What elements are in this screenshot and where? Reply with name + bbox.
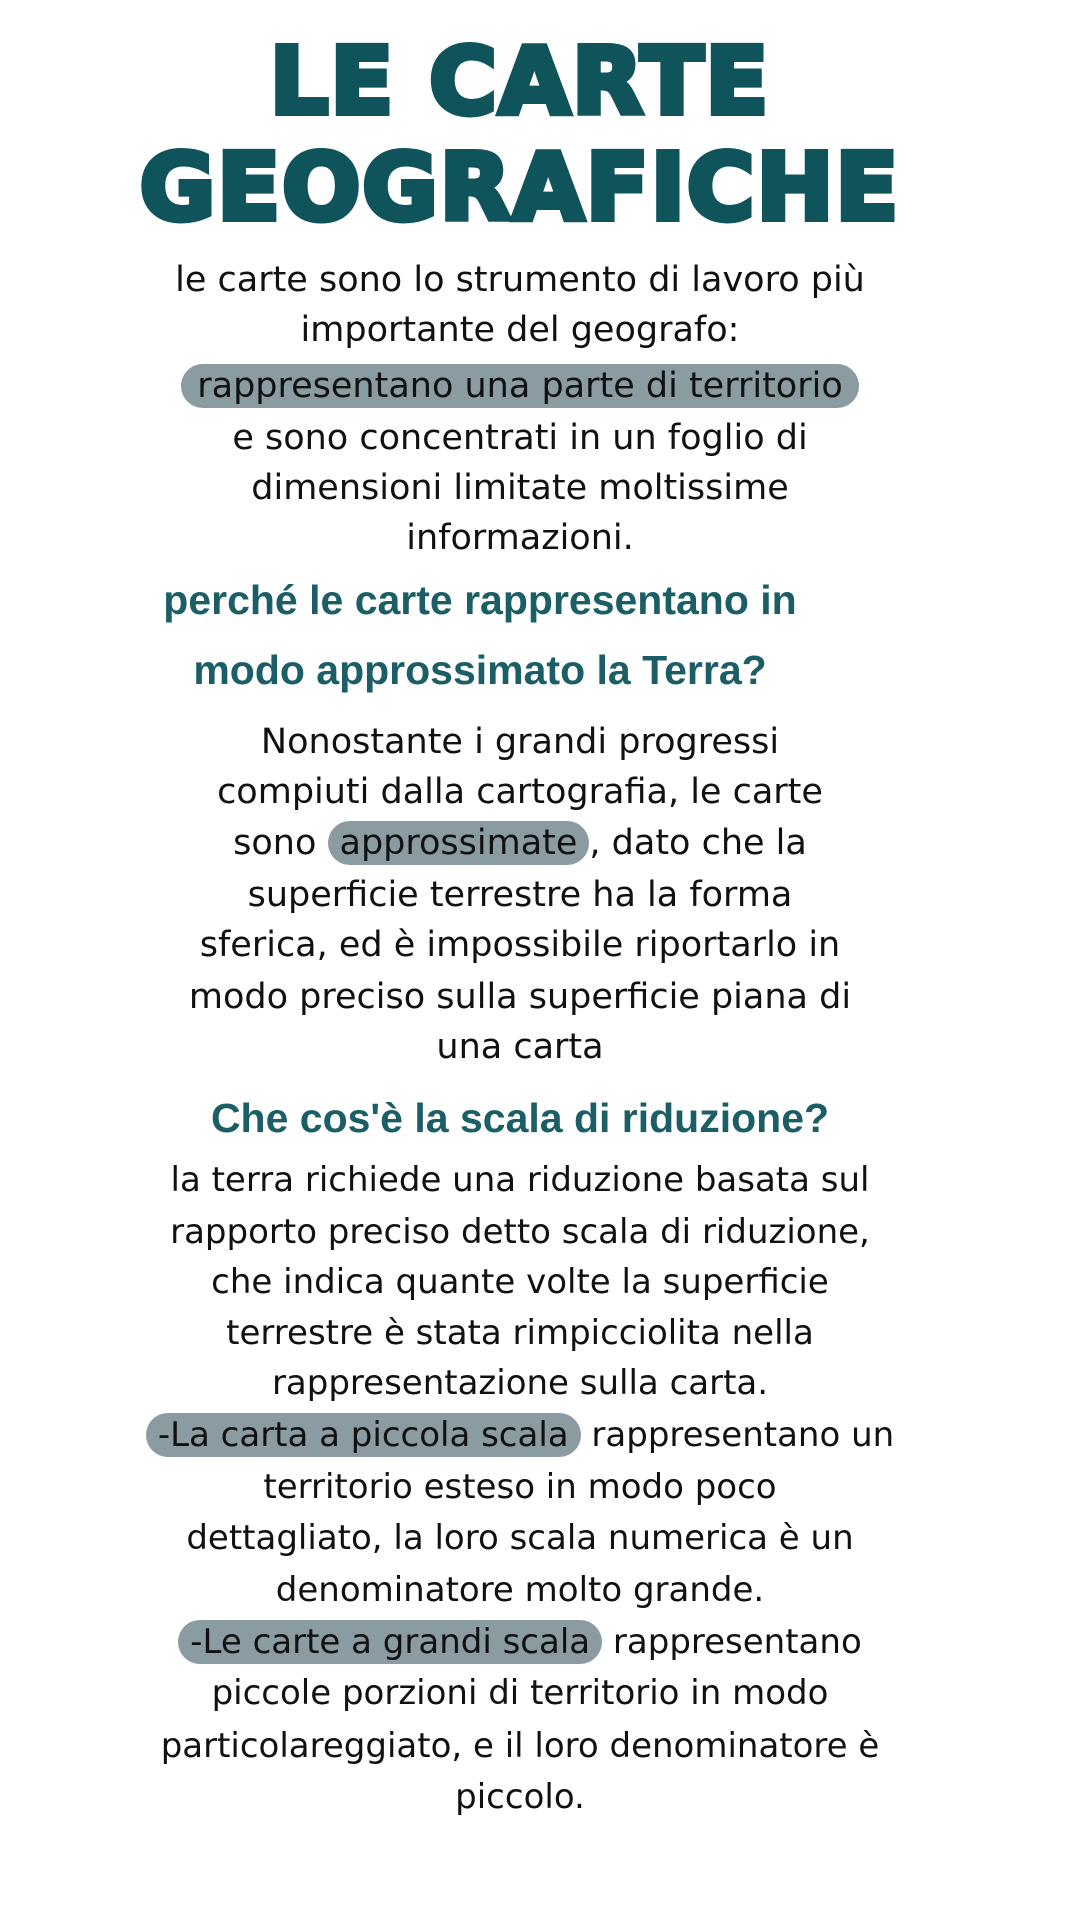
body-line: una carta (436, 1027, 604, 1067)
text: rappresentano (602, 1622, 862, 1662)
body-line: denominatore molto grande. (275, 1570, 765, 1610)
title-line-2: GEOGRAFICHE (139, 134, 901, 241)
body-line: piccole porzioni di territorio in modo (211, 1673, 829, 1713)
body-line: superficie terrestre ha la forma (247, 875, 793, 915)
text: sono (233, 823, 328, 863)
body-line: Nonostante i grandi progressi (260, 722, 780, 762)
body-line: compiuti dalla cartografia, le carte (217, 772, 823, 812)
body-line: rapporto preciso detto scala di riduzione, (170, 1212, 870, 1252)
intro-line: e sono concentrati in un foglio di (232, 418, 808, 458)
body-line: la terra richiede una riduzione basata sul (170, 1160, 870, 1200)
highlight: -La carta a piccola scala (146, 1413, 581, 1457)
body-line: modo preciso sulla superficie piana di (188, 977, 852, 1017)
body-line: che indica quante volte la superficie (211, 1262, 829, 1302)
intro-line: informazioni. (406, 518, 634, 558)
title-line-1: LE CARTE (269, 28, 771, 135)
highlight: approssimate (328, 821, 590, 865)
highlight: rappresentano una parte di territorio (181, 364, 859, 408)
intro-line: dimensioni limitate moltissime (251, 468, 789, 508)
intro-line: importante del geografo: (300, 310, 740, 350)
body-line (0, 1618, 1040, 1666)
body-line: dettagliato, la loro scala numerica è un (186, 1518, 854, 1558)
text: rappresentano un (580, 1415, 895, 1455)
body-line: piccolo. (455, 1777, 585, 1817)
text: , dato che la (589, 823, 807, 863)
body-line: territorio esteso in modo poco (263, 1467, 777, 1507)
body-line: sferica, ed è impossibile riportarlo in (199, 925, 841, 965)
section-heading: modo approssimato la Terra? (193, 647, 767, 693)
body-line: particolareggiato, e il loro denominatore è (160, 1726, 880, 1766)
highlight: -Le carte a grandi scala (178, 1620, 602, 1664)
section-heading: Che cos'è la scala di riduzione? (210, 1095, 830, 1141)
body-line (0, 819, 1040, 867)
body-line (0, 1411, 1040, 1459)
intro-line: le carte sono lo strumento di lavoro più (175, 260, 865, 300)
body-line: rappresentazione sulla carta. (271, 1363, 769, 1403)
body-line: terrestre è stata rimpicciolita nella (226, 1313, 814, 1353)
intro-line-highlighted (0, 362, 1040, 410)
section-heading: perché le carte rappresentano in (163, 577, 797, 623)
